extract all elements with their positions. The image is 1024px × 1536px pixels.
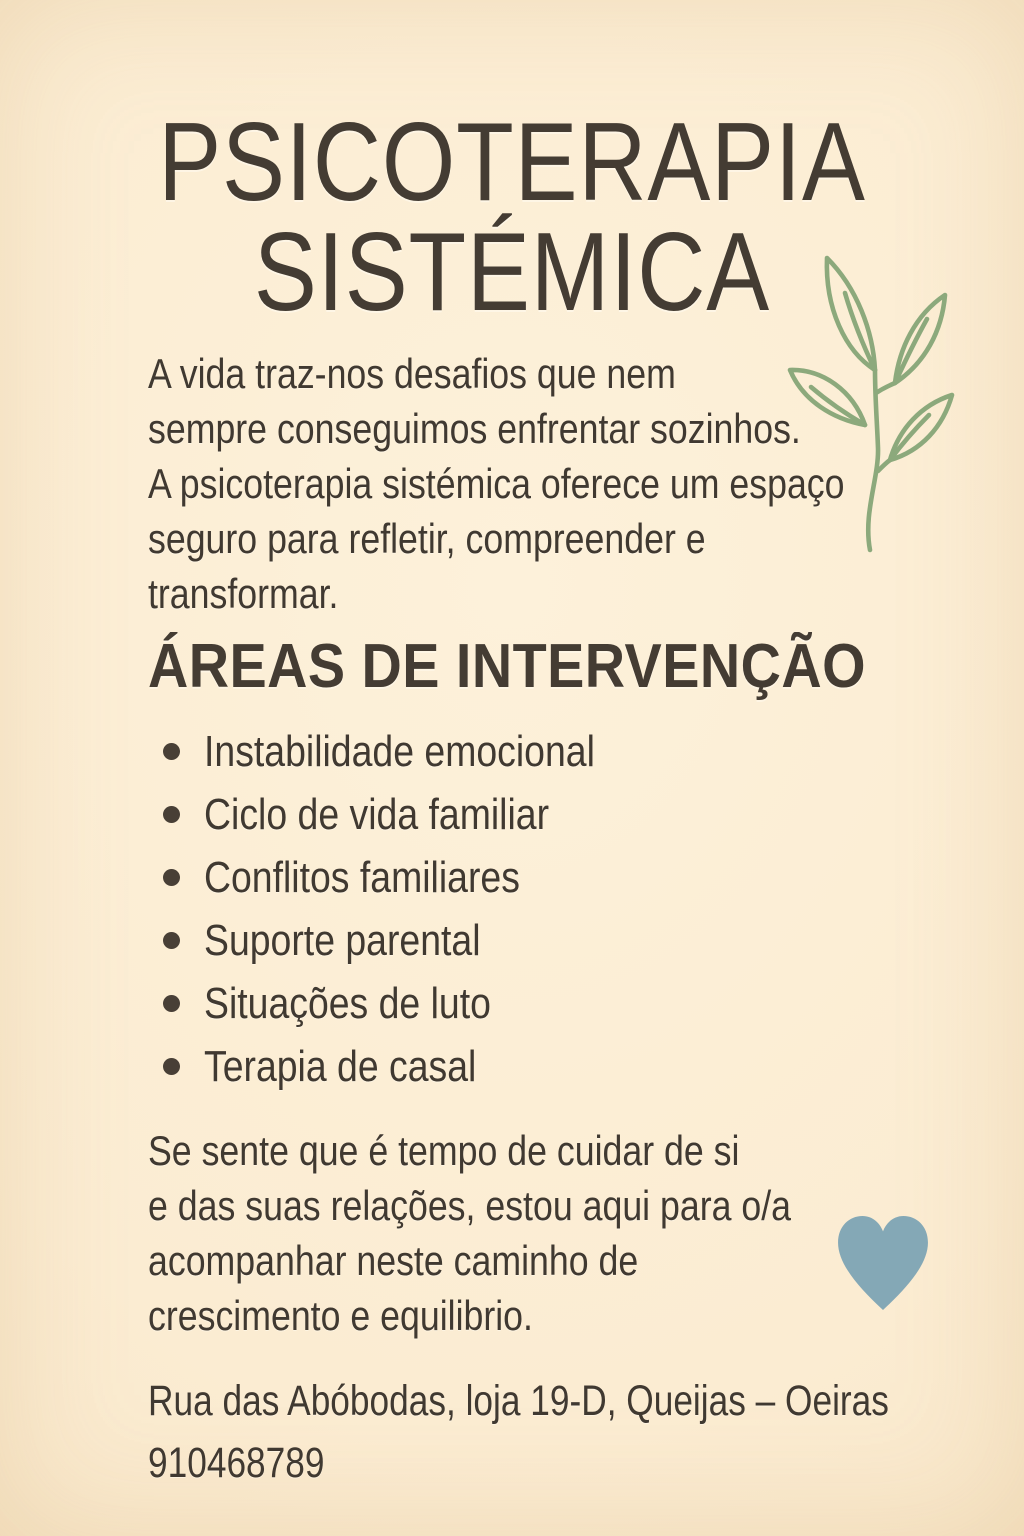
list-item-label: Ciclo de vida familiar (204, 789, 550, 839)
intro-paragraph (148, 346, 845, 621)
list-item-label: Situações de luto (204, 978, 491, 1028)
contact-info (148, 1370, 889, 1494)
closing-paragraph (148, 1123, 791, 1343)
list-item (148, 846, 664, 909)
list-item-label: Terapia de casal (204, 1041, 477, 1091)
list-item (148, 720, 664, 783)
intervention-list (148, 720, 664, 1098)
bullet-icon (163, 995, 180, 1012)
list-item-label: Suporte parental (204, 915, 481, 965)
bullet-icon (163, 869, 180, 886)
closing-line: Se sente que é tempo de cuidar de si (148, 1127, 740, 1174)
closing-line: acompanhar neste caminho de (148, 1237, 639, 1284)
page-title-line-2: SISTÉMICA (253, 210, 771, 334)
page-title-line-1: PSICOTERAPIA (158, 100, 866, 224)
closing-line: crescimento e equilibrio. (148, 1292, 533, 1339)
closing-line: e das suas relações, estou aqui para o/a (148, 1182, 792, 1229)
address-line: Rua das Abóbodas, loja 19-D, Queijas – Oeiras (148, 1377, 889, 1425)
list-item (148, 909, 664, 972)
bullet-icon (163, 1058, 180, 1075)
bullet-icon (163, 806, 180, 823)
list-item (148, 1035, 664, 1098)
list-item-label: Conflitos familiares (204, 852, 520, 902)
intro-line: seguro para refletir, compreender e (148, 515, 706, 562)
intro-line: sempre conseguimos enfrentar sozinhos. (148, 405, 801, 452)
heart-icon (838, 1216, 928, 1310)
bullet-icon (163, 932, 180, 949)
list-item-label: Instabilidade emocional (204, 726, 595, 776)
intro-line: A vida traz-nos desafios que nem (148, 350, 676, 397)
intro-line: transformar. (148, 570, 339, 617)
list-item (148, 783, 664, 846)
list-item (148, 972, 664, 1035)
phone-number: 910468789 (148, 1439, 325, 1487)
bullet-icon (163, 743, 180, 760)
intro-line: A psicoterapia sistémica oferece um espaço (148, 460, 845, 507)
section-heading: ÁREAS DE INTERVENÇÃO (148, 632, 866, 701)
